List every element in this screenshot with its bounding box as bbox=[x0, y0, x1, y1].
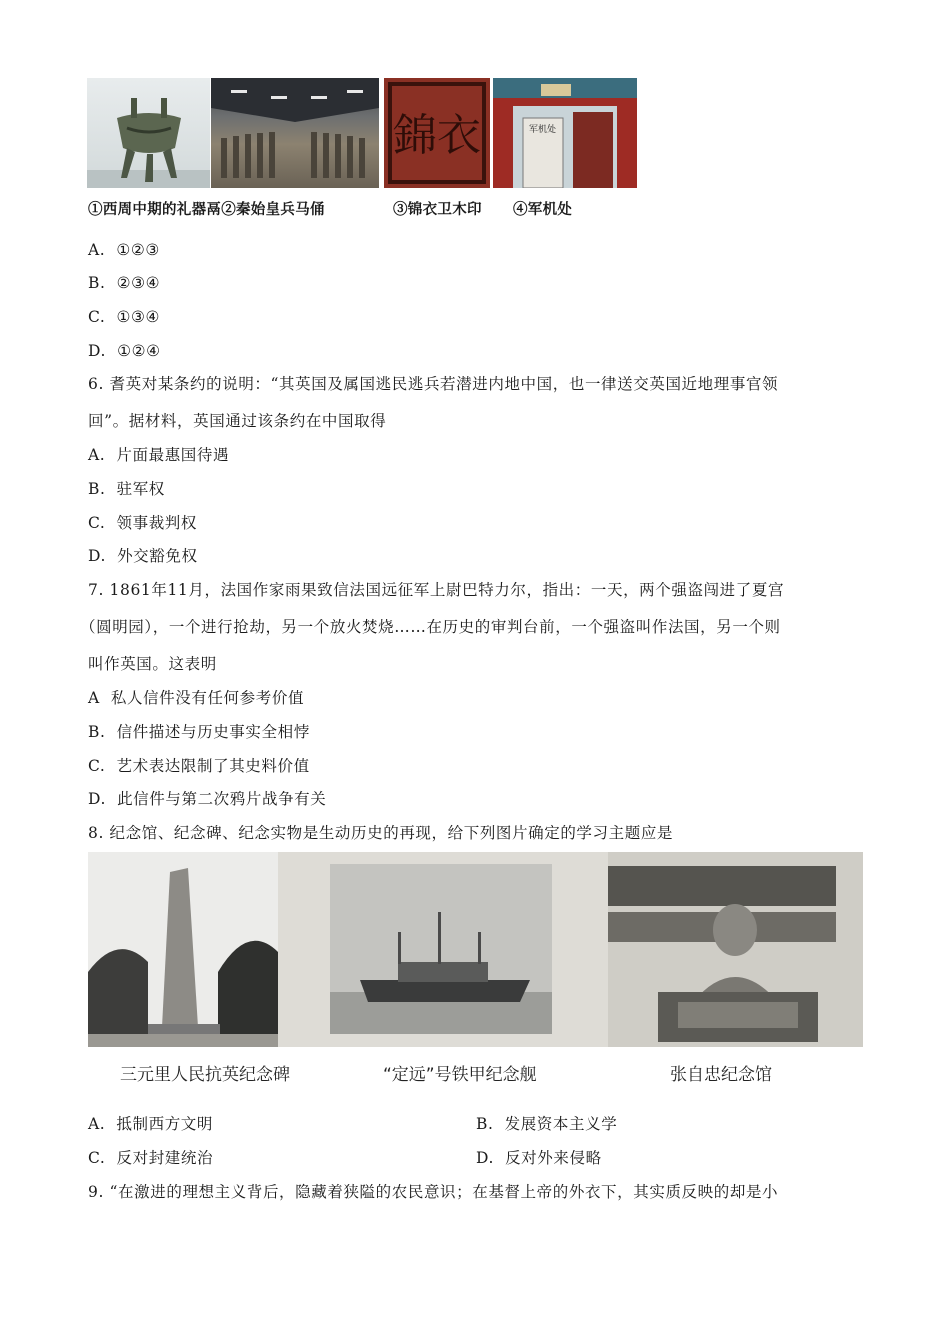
grand-council-photo bbox=[493, 78, 637, 188]
option-text: ①③④ bbox=[116, 308, 160, 326]
option-text: 领事裁判权 bbox=[116, 514, 198, 532]
option-text: ①②③ bbox=[116, 241, 160, 259]
q7-option-a[interactable] bbox=[88, 688, 304, 708]
q9-stem-line-1: 9. “在激进的理想主义背后，隐藏着狭隘的农民意识；在基督上帝的外衣下，其实质反映的却是小 bbox=[88, 1183, 779, 1201]
option-text: ②③④ bbox=[116, 274, 161, 292]
option-text: 反对封建统治 bbox=[116, 1149, 214, 1167]
option-letter: A. bbox=[88, 446, 106, 464]
q7-stem-line-2: （圆明园），一个进行抢劫，另一个放火焚烧……在历史的审判台前，一个强盗叫作法国，另一个则 bbox=[80, 618, 781, 636]
q6-option-c[interactable] bbox=[88, 513, 197, 533]
option-text: 驻军权 bbox=[116, 480, 165, 498]
q6-option-b[interactable] bbox=[88, 479, 165, 499]
q8-caption-monument: 三元里人民抗英纪念碑 bbox=[120, 1065, 290, 1085]
q8-memorial-photos bbox=[88, 852, 863, 1047]
q8-stem: 8. 纪念馆、纪念碑、纪念实物是生动历史的再现，给下列图片确定的学习主题应是 bbox=[88, 824, 674, 842]
q5-caption-1-2: ①西周中期的礼器鬲②秦始皇兵马俑 bbox=[88, 201, 325, 218]
q6-stem-line-1: 6. 耆英对某条约的说明：“其英国及属国逃民逃兵若潜进内地中国，也一律送交英国近地理事官领 bbox=[88, 375, 779, 393]
q5-option-d[interactable] bbox=[88, 341, 161, 361]
option-letter: A. bbox=[88, 1115, 106, 1133]
option-text: 信件描述与历史事实全相悖 bbox=[116, 723, 310, 741]
option-letter: C. bbox=[88, 308, 106, 326]
option-text: 抵制西方文明 bbox=[116, 1115, 213, 1133]
option-text: 艺术表达限制了其史料价值 bbox=[116, 757, 310, 775]
q8-caption-hall: 张自忠纪念馆 bbox=[670, 1065, 772, 1085]
q8-option-a[interactable] bbox=[88, 1114, 213, 1134]
q6-stem-line-2: 回”。据材料，英国通过该条约在中国取得 bbox=[88, 412, 387, 430]
seal-text: 錦衣 bbox=[393, 110, 481, 161]
q7-stem-line-3: 叫作英国。这表明 bbox=[88, 655, 217, 673]
q8-option-d[interactable] bbox=[476, 1148, 602, 1168]
q5-option-a[interactable] bbox=[88, 240, 160, 260]
option-letter: D. bbox=[88, 547, 107, 565]
q5-image-strip bbox=[87, 78, 637, 188]
q6-option-d[interactable] bbox=[88, 546, 198, 566]
q5-option-b[interactable] bbox=[88, 273, 160, 293]
option-letter: B. bbox=[476, 1115, 494, 1133]
option-text: 外交豁免权 bbox=[117, 547, 198, 565]
option-letter: D. bbox=[88, 342, 107, 360]
q7-stem-line-1: 7. 1861年11月，法国作家雨果致信法国远征军上尉巴特力尔，指出：一天，两个强盗闯进了夏宫 bbox=[88, 581, 785, 599]
option-text: 片面最惠国待遇 bbox=[116, 446, 230, 464]
q5-option-c[interactable] bbox=[88, 307, 160, 327]
option-text: 此信件与第二次鸦片战争有关 bbox=[117, 790, 327, 808]
option-letter: B. bbox=[88, 480, 106, 498]
option-letter: C. bbox=[88, 1149, 106, 1167]
option-letter: A. bbox=[88, 241, 106, 259]
option-text: 反对外来侵略 bbox=[505, 1149, 602, 1167]
q7-option-d[interactable] bbox=[88, 789, 326, 809]
brocade-guard-seal-photo bbox=[384, 78, 490, 188]
option-text: ①②④ bbox=[117, 342, 161, 360]
q6-option-a[interactable] bbox=[88, 445, 229, 465]
q5-caption-4: ④军机处 bbox=[513, 201, 573, 218]
option-letter: C. bbox=[88, 514, 106, 532]
option-letter: C. bbox=[88, 757, 106, 775]
option-letter: B. bbox=[88, 274, 106, 292]
option-letter: D. bbox=[88, 790, 107, 808]
terracotta-army-photo bbox=[211, 78, 379, 188]
grand-council-sign: 军机处 bbox=[529, 125, 557, 135]
option-text: 私人信件没有任何参考价值 bbox=[110, 689, 305, 707]
option-letter: D. bbox=[476, 1149, 495, 1167]
option-letter: A bbox=[88, 689, 100, 707]
q7-option-c[interactable] bbox=[88, 756, 310, 776]
option-letter: B. bbox=[88, 723, 106, 741]
q8-option-c[interactable] bbox=[88, 1148, 213, 1168]
q5-caption-3: ③锦衣卫木印 bbox=[393, 201, 482, 218]
q7-option-b[interactable] bbox=[88, 722, 310, 742]
option-text: 发展资本主义学 bbox=[504, 1115, 618, 1133]
q8-caption-ship: “定远”号铁甲纪念舰 bbox=[383, 1065, 537, 1085]
bronze-vessel-photo bbox=[87, 78, 210, 188]
q8-option-b[interactable] bbox=[476, 1114, 617, 1134]
